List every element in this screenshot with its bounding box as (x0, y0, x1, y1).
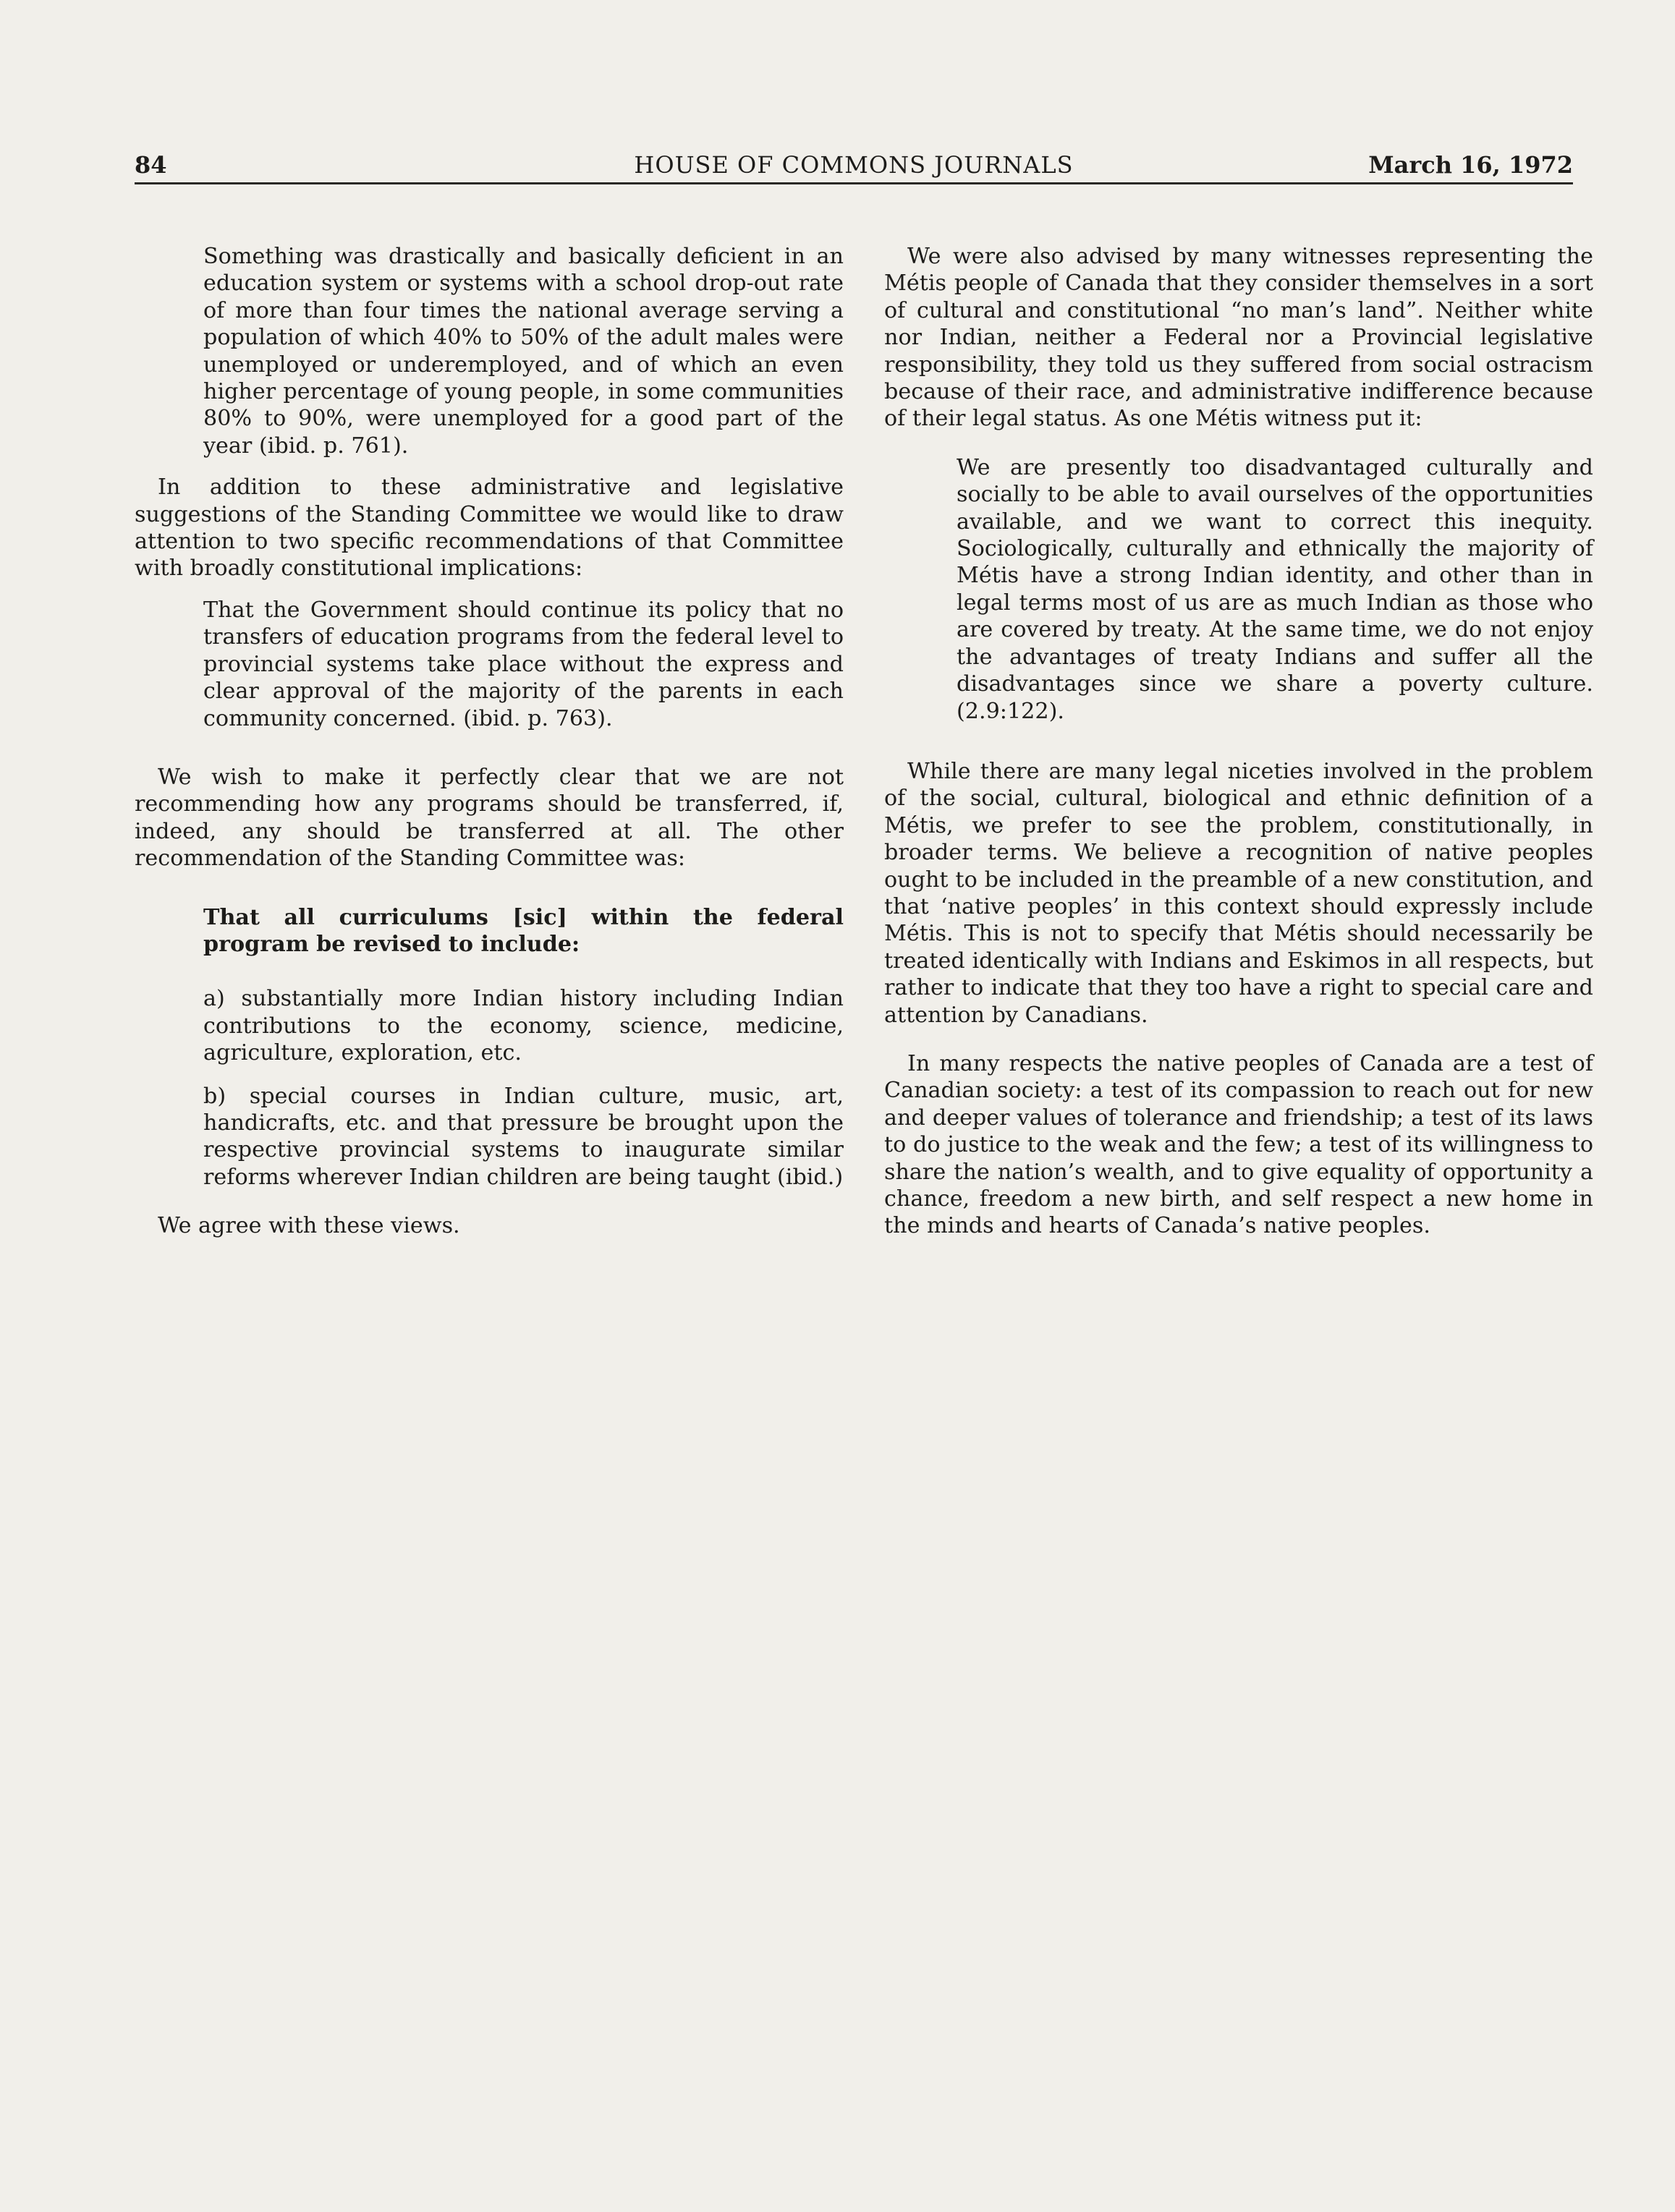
right-column (884, 243, 1593, 1262)
block-quote: That the Government should continue its policy that no transfers of education programs from the federal level to provincial systems take place without the express and clear approval of the majority of the parents in each community concerned. (ibid. p. 763). (203, 597, 844, 731)
journal-title: HOUSE OF COMMONS JOURNALS (634, 151, 1074, 179)
quote-list-item: b) special courses in Indian culture, music, art, handicrafts, etc. and that pressure be brought upon the respective provincial systems to inaugurate similar reforms wherever Indian children are being taught (ibid.) (203, 1083, 844, 1190)
paragraph: We were also advised by many witnesses representing the Métis people of Canada that they consider themselves in a sort of cultural and constitutional “no man’s land”. Neither white nor Indian, neither a Federal nor a Provincial legislative responsibility, they told us they suffered from social ostracism because of their race, and administrative indifference because of their legal status. As one Métis witness put it: (884, 244, 1593, 432)
quote-list-item: a) substantially more Indian history including Indian contributions to the economy, science, medicine, agriculture, exploration, etc. (203, 986, 844, 1066)
page-number: 84 (135, 151, 167, 179)
page-header (135, 149, 1573, 184)
paragraph: In addition to these administrative and legislative suggestions of the Standing Committee we would like to draw attention to two specific recommendations of that Committee with broadly constitutional implications: (135, 475, 844, 582)
block-quote: That all curriculums [sic] within the federal program be revised to include: (203, 904, 844, 957)
left-column (135, 243, 844, 1254)
paragraph: In many respects the native peoples of Canada are a test of Canadian society: a test of its compassion to reach out for new and deeper values of tolerance and friendship; a test of its laws to do justice to the weak and the few; a test of its willingness to share the nation’s wealth, and to give equality of opportunity a chance, freedom a new birth, and self respect a new home in the minds and hearts of Canada’s native peoples. (884, 1050, 1593, 1239)
block-quote: We are presently too disadvantaged culturally and socially to be able to avail ourselves of the opportunities available, and we want to correct this inequity. Sociologically, culturally and ethnically the majority of Métis have a strong Indian identity, and other than in legal terms most of us are as much Indian as those who are covered by treaty. At the same time, we do not enjoy the advantages of treaty Indians and suffer all the disadvantages since we share a poverty culture. (2.9:122). (957, 454, 1593, 724)
issue-date: March 16, 1972 (1368, 151, 1573, 179)
paragraph: While there are many legal niceties involved in the problem of the social, cultural, biological and ethnic definition of a Métis, we prefer to see the problem, constitutionally, in broader terms. We believe a recognition of native peoples ought to be included in the preamble of a new constitution, and that ‘native peoples’ in this context should expressly include Métis. This is not to specify that Métis should necessarily be treated identically with Indians and Eskimos in all respects, but rather to indicate that they too have a right to special care and attention by Canadians. (884, 758, 1593, 1028)
block-quote: Something was drastically and basically deficient in an education system or systems with a school drop-out rate of more than four times the national average serving a population of which 40% to 50% of the adult males were unemployed or underemployed, and of which an even higher percentage of young people, in some communities 80% to 90%, were unemployed for a good part of the year (ibid. p. 761). (203, 244, 844, 459)
paragraph: We wish to make it perfectly clear that we are not recommending how any programs should be transferred, if, indeed, any should be transferred at all. The other recommendation of the Standing Committee was: (135, 764, 844, 872)
paragraph: We agree with these views. (158, 1213, 460, 1239)
